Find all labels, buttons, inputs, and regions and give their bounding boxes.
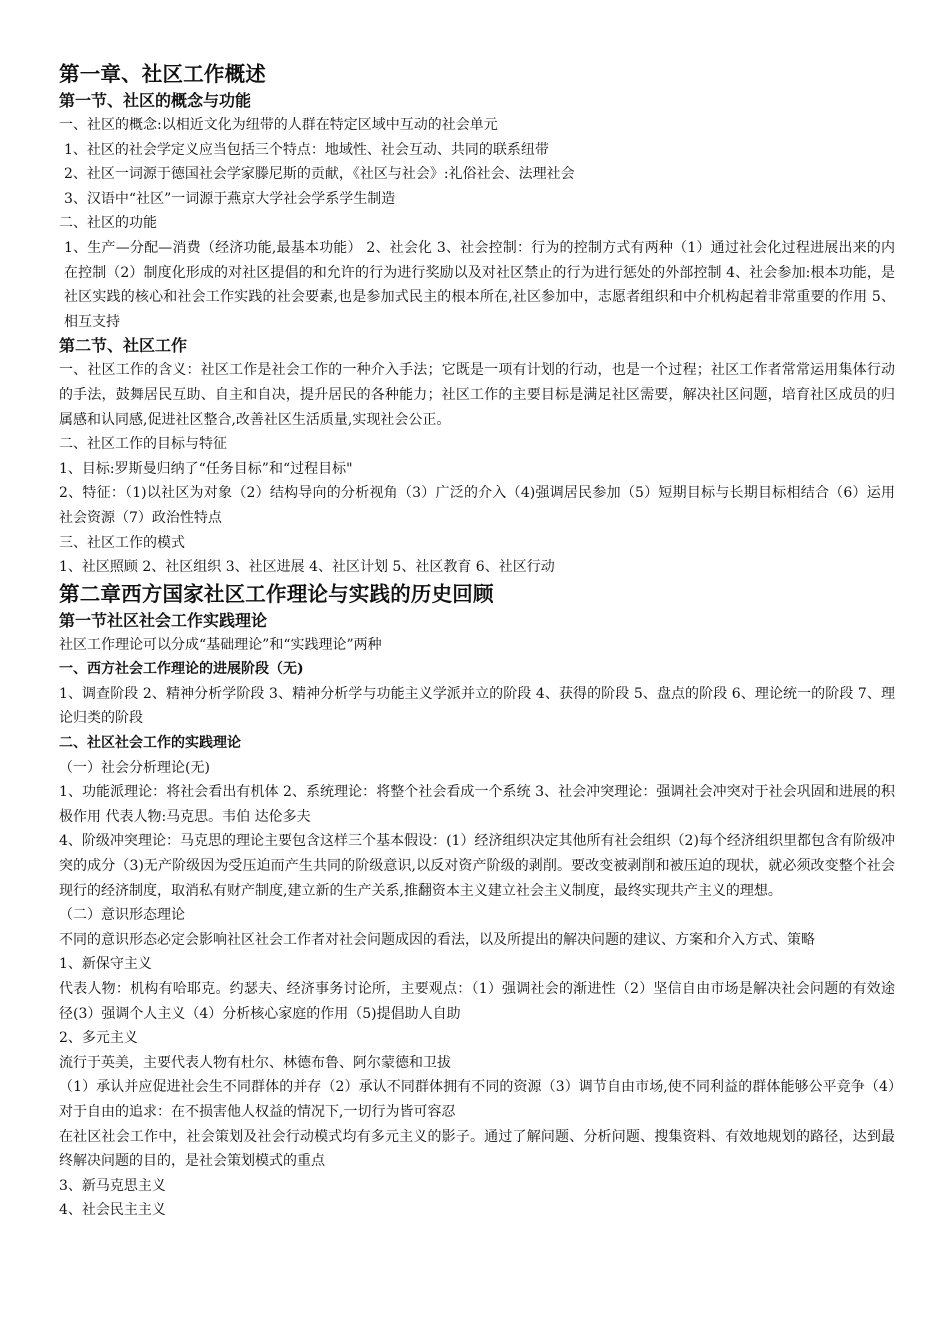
- subheading: 二、社区社会工作的实践理论: [59, 735, 241, 752]
- paragraph: 1、功能派理论：将社会看出有机体 2、系统理论：将整个社会看成一个系统 3、社会冲突理论：强调社会冲突对于社会巩固和进展的积极作用 代表人物:马克思。韦伯 达伦多夫: [59, 784, 895, 825]
- paragraph: 1、调查阶段 2、精神分析学阶段 3、精神分析学与功能主义学派并立的阶段 4、获得的阶段 5、盘点的阶段 6、理论统一的阶段 7、理论归类的阶段: [59, 685, 895, 727]
- paragraph: 1、目标:罗斯曼归纳了“任务目标”和“过程目标": [59, 460, 353, 477]
- paragraph: 三、社区工作的模式: [59, 534, 185, 551]
- document-page: [59, 60, 895, 1223]
- paragraph: 一、社区工作的含义：社区工作是社会工作的一种介入手法；它既是一项有计划的行动，也是一个过程；社区工作者常常运用集体行动的手法，鼓舞居民互助、自主和自决，提升居民的各种能力；社区工作的主要目标是满足社区需要，解决社区问题，培育社区成员的归属感和认同感,促进社区整合,改善社区生活质量,实现社会公正。: [59, 362, 895, 428]
- paragraph: 2、社区一词源于德国社会学家滕尼斯的贡献，《社区与社会》:礼俗社会、法理社会: [64, 166, 575, 183]
- chapter-2-title: 第二章西方国家社区工作理论与实践的历史回顾: [59, 581, 494, 606]
- chapter-1-section-1-title: 第一节、社区的概念与功能: [59, 91, 252, 110]
- paragraph: 流行于英美，主要代表人物有杜尔、林德布鲁、阿尔蒙德和卫拔: [59, 1054, 451, 1071]
- chapter-1-section-2-title: 第二节、社区工作: [59, 336, 188, 356]
- paragraph: 2、多元主义: [59, 1030, 138, 1047]
- paragraph: 1、新保守主义: [59, 956, 152, 973]
- paragraph: 2、特征：（1)以社区为对象（2）结构导向的分析视角（3）广泛的介入（4)强调居民参加（5）短期目标与长期目标相结合（6）运用社会资源（7）政治性特点: [59, 485, 895, 526]
- paragraph: 不同的意识形态必定会影响社区社会工作者对社会问题成因的看法，以及所提出的解决问题的建议、方案和介入方式、策略: [59, 931, 815, 948]
- paragraph: 社区工作理论可以分成“基础理论”和“实践理论”两种: [59, 636, 382, 653]
- chapter-1-title: 第一章、社区工作概述: [59, 62, 266, 86]
- paragraph: 4、社会民主主义: [59, 1202, 166, 1219]
- paragraph: （一）社会分析理论(无): [59, 759, 210, 776]
- paragraph: 1、社区照顾 2、社区组织 3、社区进展 4、社区计划 5、社区教育 6、社区行动: [59, 559, 555, 576]
- paragraph: （二）意识形态理论: [59, 907, 185, 924]
- subheading: 一、西方社会工作理论的进展阶段（无): [59, 661, 304, 678]
- paragraph: 3、汉语中“社区”一词源于燕京大学社会学系学生制造: [64, 190, 396, 207]
- paragraph: （1）承认并应促进社会生不同群体的并存（2）承认不同群体拥有不同的资源（3）调节自由市场,使不同利益的群体能够公平竞争（4）对于自由的追求：在不损害他人权益的情况下,一切行为皆可容忍: [59, 1079, 895, 1120]
- paragraph: 在社区社会工作中，社会策划及社会行动模式均有多元主义的影子。通过了解问题、分析问题、搜集资料、有效地规划的路径，达到最终解决问题的目的，是社会策划模式的重点: [59, 1128, 895, 1170]
- paragraph: 二、社区工作的目标与特征: [59, 436, 227, 453]
- paragraph: 3、新马克思主义: [59, 1177, 166, 1194]
- paragraph: 4、阶级冲突理论：马克思的理论主要包含这样三个基本假设：(1）经济组织决定其他所有社会组织（2)每个经济组织里都包含有阶级冲突的成分（3)无产阶级因为受压迫而产生共同的阶级意识,以反对资产阶级的剥削。要改变被剥削和被压迫的现状，就必须改变整个社会现行的经济制度，取消私有财产制度,建立新的生产关系,推翻资本主义建立社会主义制度，最终实现共产主义的理想。: [59, 833, 895, 899]
- paragraph: 代表人物：机构有哈耶克。约瑟夫、经济事务讨论所，主要观点：（1）强调社会的渐进性（2）坚信自由市场是解决社会问题的有效途径(3）强调个人主义（4）分析核心家庭的作用（5)提倡助人自助: [59, 981, 895, 1022]
- paragraph: 1、社区的社会学定义应当包括三个特点：地域性、社会互动、共同的联系纽带: [64, 141, 549, 158]
- chapter-2-section-1-title: 第一节社区社会工作实践理论: [59, 610, 268, 630]
- paragraph: 一、社区的概念:以相近文化为纽带的人群在特定区域中互动的社会单元: [59, 117, 498, 133]
- paragraph: 1、生产—分配—消费（经济功能,最基本功能） 2、社会化 3、社会控制：行为的控制方式有两种（1）通过社会化过程进展出来的内在控制（2）制度化形成的对社区提倡的和允许的行为进行奖励以及对社区禁止的行为进行惩处的外部控制 4、社会参加:根本功能，是社区实践的核心和社会工作实践的社会要素,也是参加式民主的根本所在,社区参加中，志愿者组织和中介机构起着非常重要的作用 5、相互支持: [64, 239, 895, 330]
- paragraph: 二、社区的功能: [59, 215, 157, 232]
